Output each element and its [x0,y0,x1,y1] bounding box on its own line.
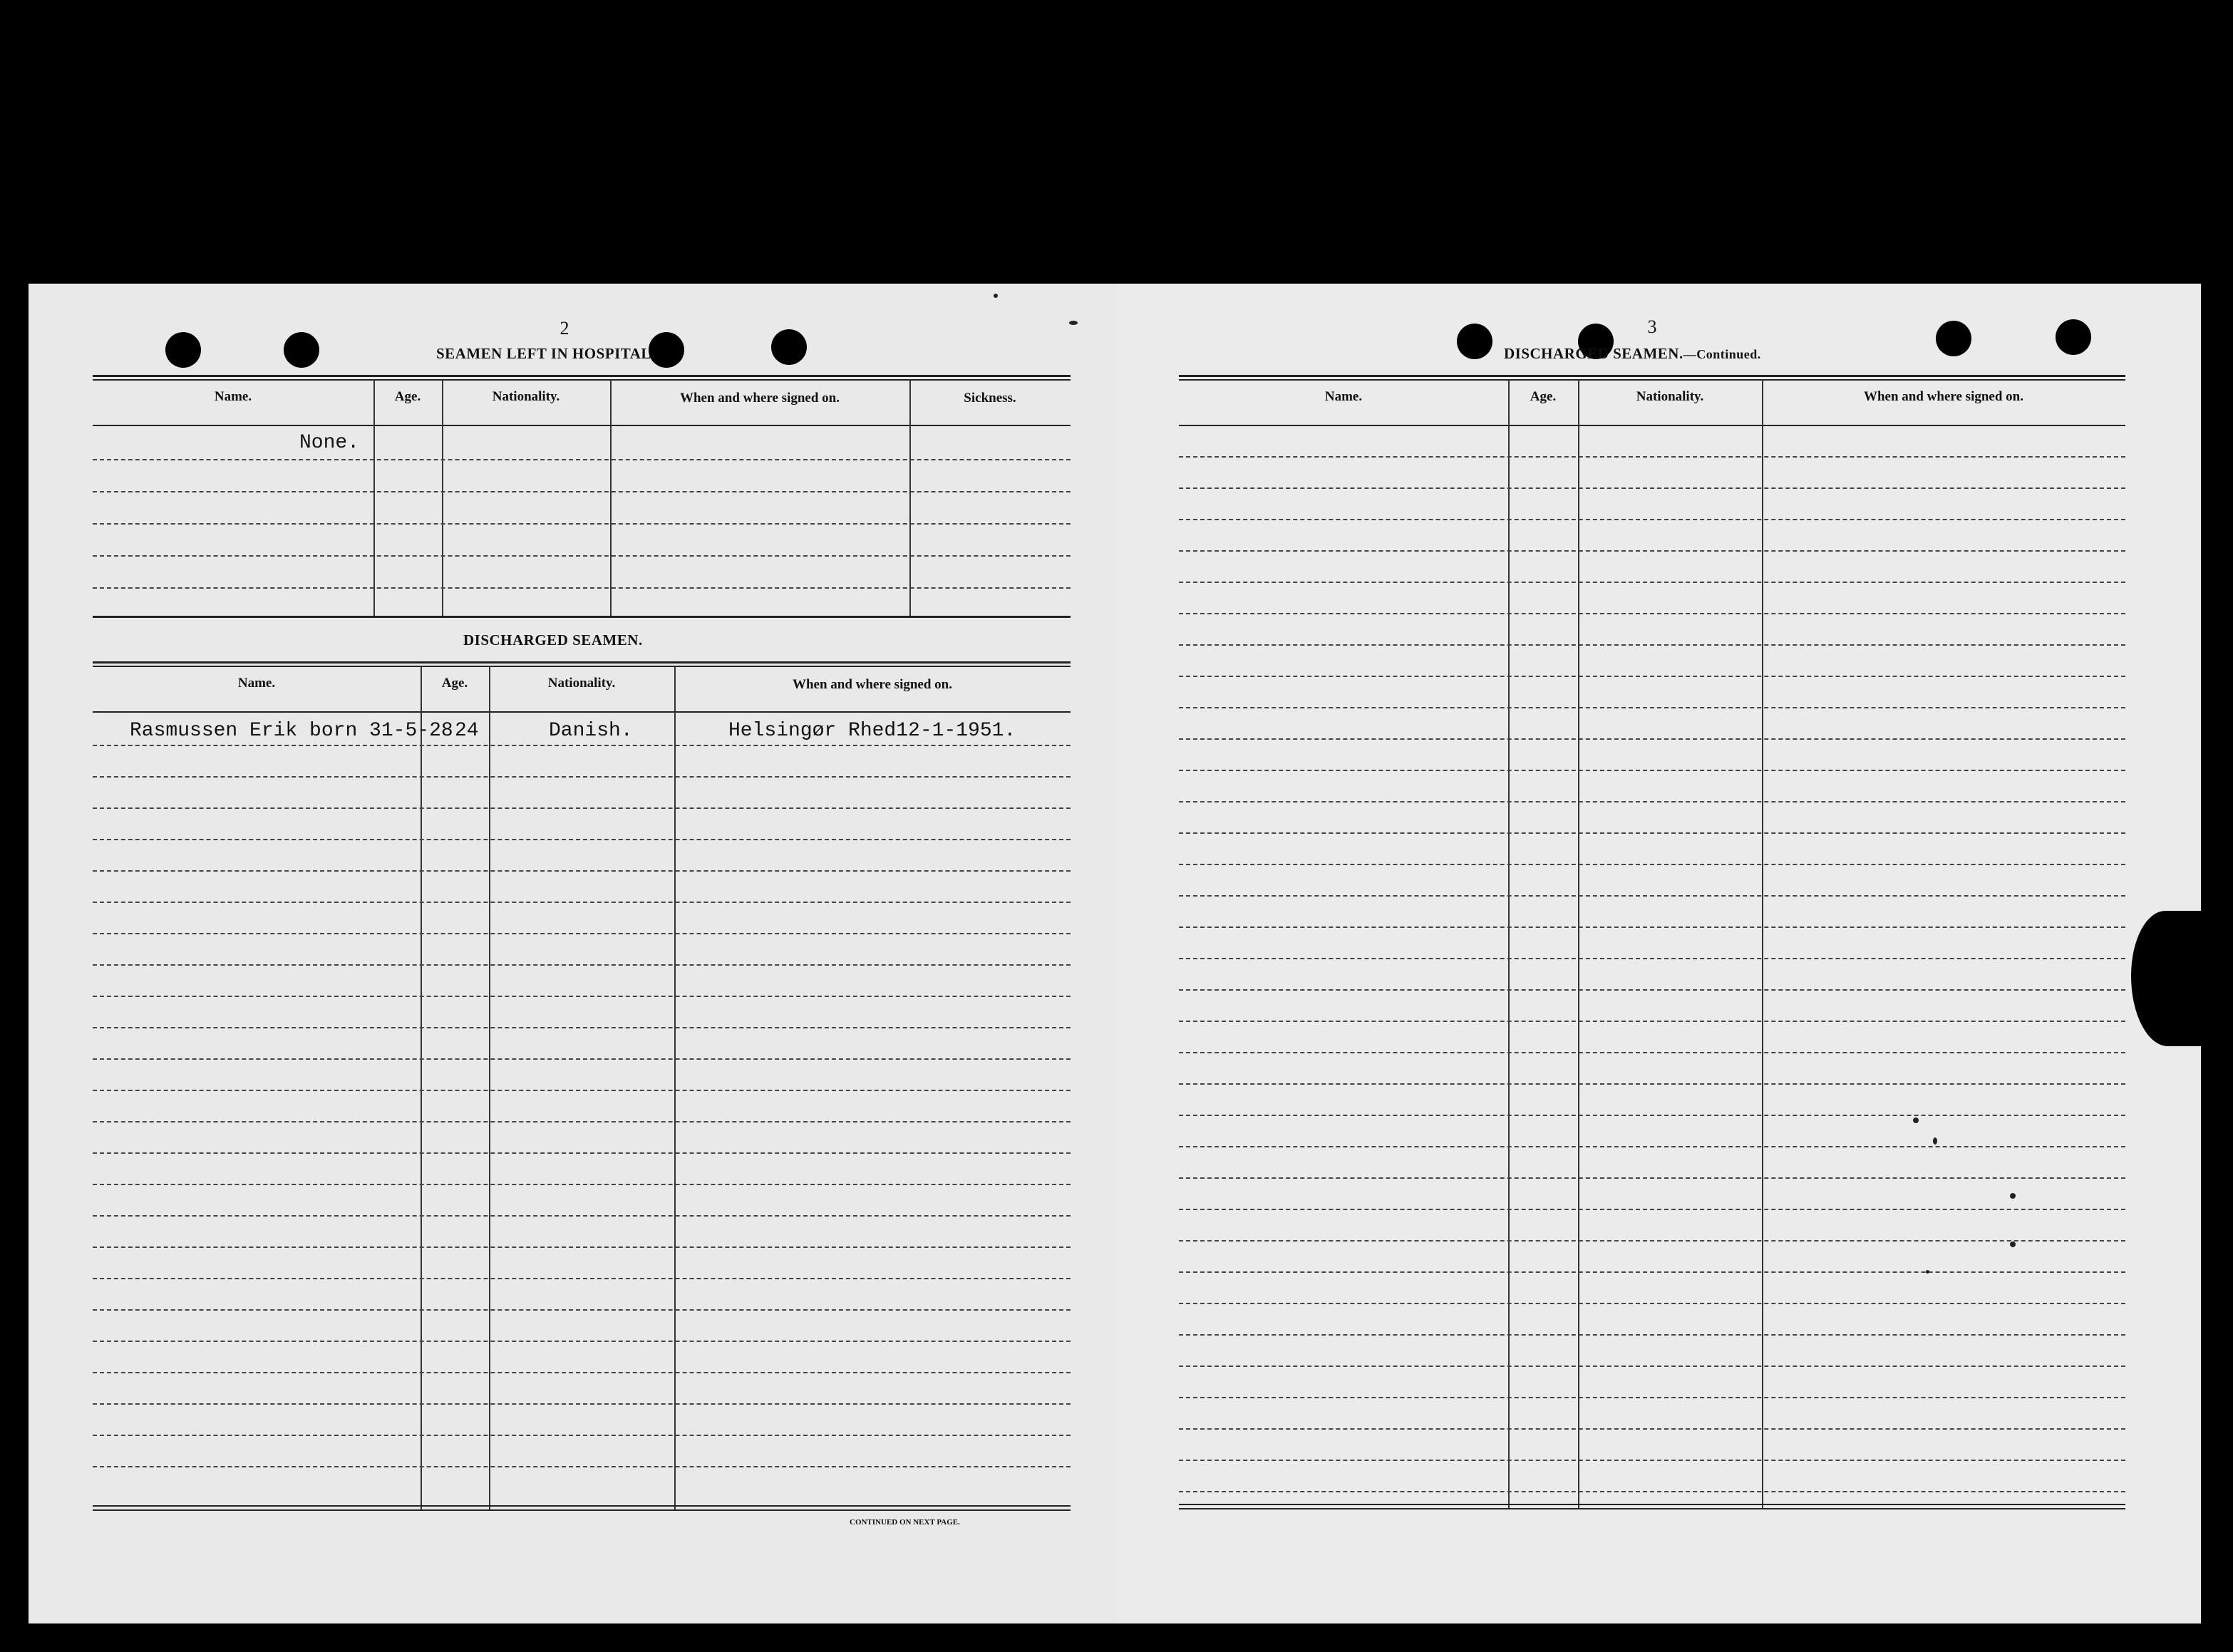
col-header-signed-on: When and where signed on. [1863,389,2023,404]
col-header-signed-on: When and where signed on. [792,677,952,692]
ink-speck [2010,1241,2016,1247]
page-number: 2 [559,318,569,339]
col-header-name: Name. [237,676,276,691]
ink-speck [1913,1117,1919,1123]
entry-signed-on: Helsingør Rhed12-1-1951. [728,720,1016,742]
title-suffix: —Continued. [1683,347,1761,361]
punch-hole [771,329,807,365]
col-header-sickness: Sickness. [964,391,1016,406]
discharged-section-title: DISCHARGED SEAMEN. [463,631,643,649]
punch-hole [1936,321,1971,356]
discharged-table [93,661,1071,1512]
hospital-section-title: SEAMEN LEFT IN HOSPITAL. [436,345,656,362]
ink-speck [2010,1193,2016,1199]
left-page [29,284,1126,1623]
col-header-age: Age. [441,676,468,691]
hospital-table [93,375,1071,617]
ink-speck [1926,1270,1929,1274]
col-header-age: Age. [1530,389,1557,404]
col-header-age: Age. [394,389,421,404]
ink-speck [1933,1137,1937,1145]
continued-table [1179,375,2125,1512]
entry-nationality: Danish. [549,720,633,742]
entry-age: 24 [455,720,479,742]
col-header-nationality: Nationality. [547,676,616,691]
title-main: DISCHARGED SEAMEN. [1504,345,1683,362]
col-header-signed-on: When and where signed on. [679,391,840,406]
right-page [1116,284,2201,1623]
punch-hole [2056,319,2091,355]
continued-footer: CONTINUED ON NEXT PAGE. [850,1518,960,1527]
continued-section-title [1504,345,1761,363]
punch-hole [1457,324,1492,359]
col-header-name: Name. [214,389,252,404]
torn-edge [2131,911,2202,1046]
col-header-nationality: Nationality. [492,389,560,404]
paper-fleck [994,294,998,298]
hospital-entry-none: None. [299,432,360,454]
punch-hole [284,332,319,368]
entry-name: Rasmussen Erik born 31-5-28 [130,720,453,742]
punch-hole [165,332,201,368]
paper-fleck [1069,321,1078,325]
col-header-nationality: Nationality. [1636,389,1704,404]
page-number: 3 [1647,316,1657,337]
col-header-name: Name. [1324,389,1363,404]
